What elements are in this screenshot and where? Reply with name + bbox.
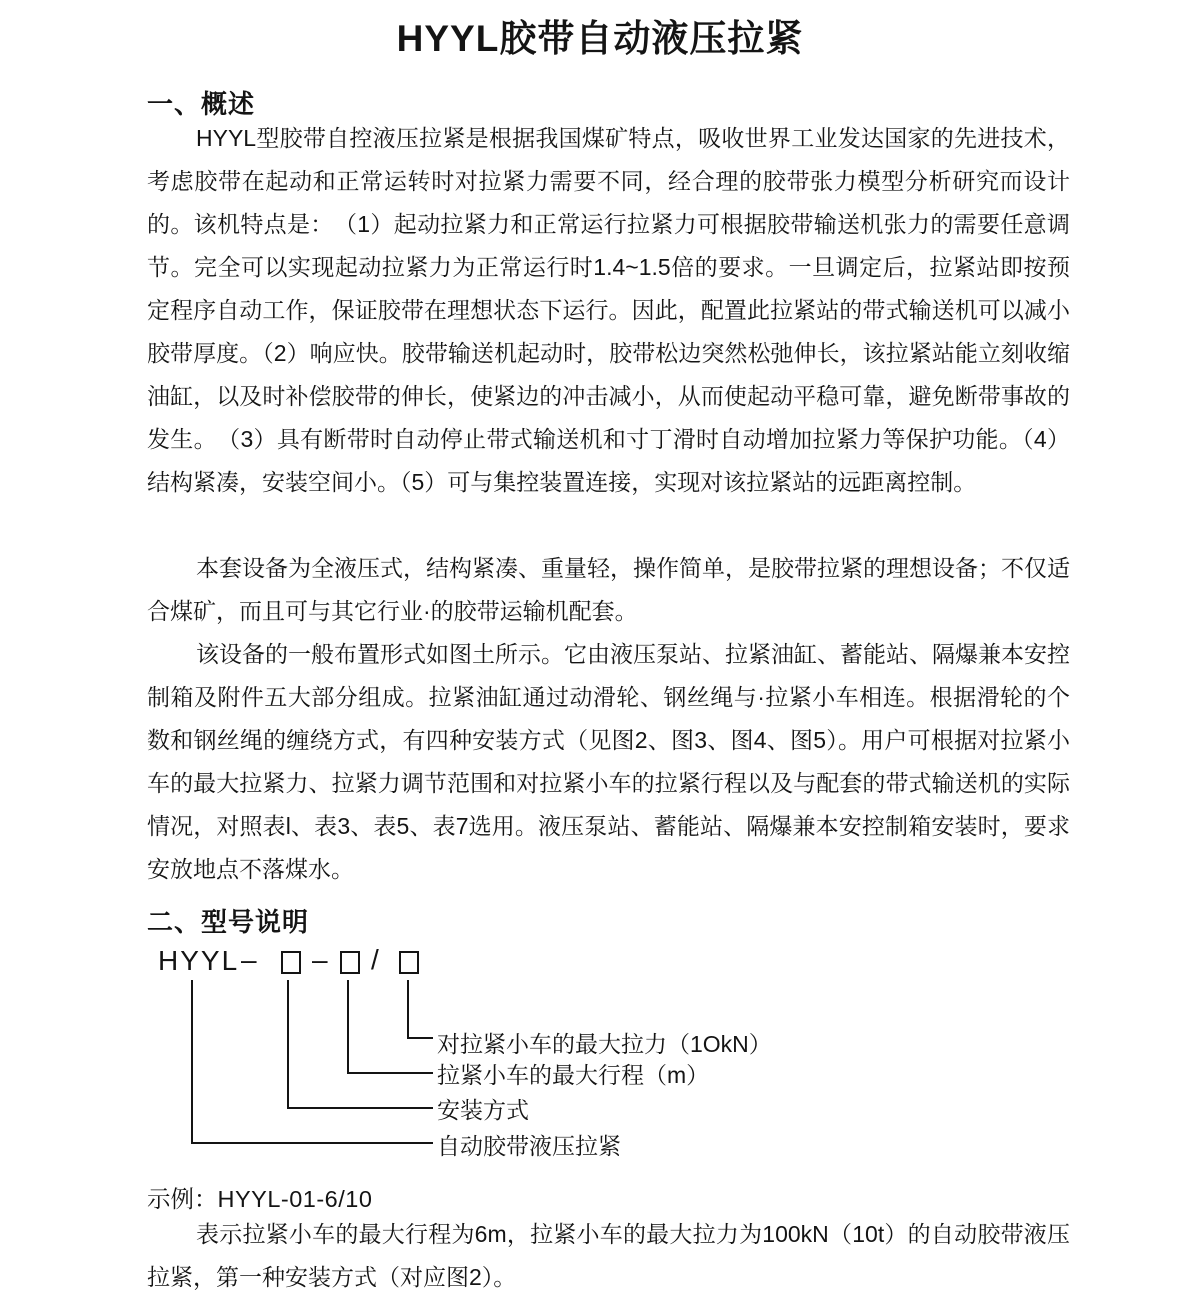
connector-line-horizontal-install (287, 1107, 433, 1109)
connector-line-horizontal-travel (347, 1072, 433, 1074)
diagram-label-max-pull: 对拉紧小车的最大拉力（1OkN） (437, 1031, 772, 1057)
diagram-label-product-name: 自动胶带液压拉紧 (437, 1133, 621, 1159)
connector-line-vertical-pull (407, 980, 409, 1039)
connector-line-horizontal-product (191, 1142, 433, 1144)
example-line (147, 1180, 372, 1214)
example-model-code: HYYL-01-6/10 (217, 1186, 373, 1212)
connector-line-horizontal-pull (407, 1037, 433, 1039)
model-separator-slash: / (371, 944, 379, 975)
diagram-label-max-travel: 拉紧小车的最大行程（m） (437, 1062, 710, 1088)
overview-paragraph-3: 该设备的一般布置形式如图土所示。它由液压泵站、拉紧油缸、蓄能站、隔爆兼本安控制箱及附件五大部分组成。拉紧油缸通过动滑轮、钢丝绳与·拉紧小车相连。根据滑轮的个数和钢丝绳的缠绕方式，有四种安装方式（见图2、图3、图4、图5）。用户可根据对拉紧小车的最大拉紧力、拉紧力调节范围和对拉紧小车的拉紧行程以及与配套的带式输送机的实际情况，对照表l、表3、表5、表7选用。液压泵站、蓄能站、隔爆兼本安控制箱安装时，要求安放地点不落煤水。 (147, 641, 1070, 882)
example-label: 示例： (147, 1186, 218, 1212)
model-placeholder-box-pull (399, 951, 419, 974)
overview-paragraph-2: 本套设备为全液压式，结构紧凑、重量轻，操作简单，是胶带拉紧的理想设备；不仅适合煤矿，而且可与其它行业·的胶带运输机配套。 (147, 555, 1070, 624)
document-title: HYYL胶带自动液压拉紧 (396, 18, 804, 59)
connector-line-vertical-install (287, 980, 289, 1109)
model-placeholder-box-travel (340, 951, 360, 974)
model-separator-dash-2: – (312, 944, 328, 975)
model-prefix: HYYL (158, 945, 240, 976)
section-heading-overview: 一、概述 (147, 89, 256, 119)
diagram-label-install-mode: 安装方式 (437, 1097, 529, 1123)
connector-line-vertical-product (191, 980, 193, 1144)
model-separator-dash-1: – (241, 944, 257, 975)
connector-line-vertical-travel (347, 980, 349, 1074)
overview-paragraph-1: HYYL型胶带自控液压拉紧是根据我国煤矿特点，吸收世界工业发达国家的先进技术，考虑胶带在起动和正常运转时对拉紧力需要不同，经合理的胶带张力模型分析研究而设计的。该机特点是： （1）起动拉紧力和正常运行拉紧力可根据胶带输送机张力的需要任意调节。完全可以实现起动拉紧力为正常运行时1.4~1.5倍的要求。一旦调定后，拉紧站即按预定程序自动工作，保证胶带在理想状态下运行。因此，配置此拉紧站的带式输送机可以减小胶带厚度。（2）响应快。胶带输送机起动时，胶带松边突然松弛伸长，该拉紧站能立刻收缩油缸，以及时补偿胶带的伸长，使紧边的冲击减小，从而使起动平稳可靠，避免断带事故的发生。 （3）具有断带时自动停止带式输送机和寸丁滑时自动增加拉紧力等保护功能。（4）结构紧凑，安装空间小。（5）可与集控装置连接，实现对该拉紧站的远距离控制。 (147, 125, 1070, 495)
example-description: 表示拉紧小车的最大行程为6m，拉紧小车的最大拉力为100kN（10t）的自动胶带液压拉紧，第一种安装方式（对应图2）。 (147, 1221, 1070, 1290)
section-heading-model: 二、型号说明 (147, 907, 310, 937)
model-placeholder-box-install (281, 951, 301, 974)
